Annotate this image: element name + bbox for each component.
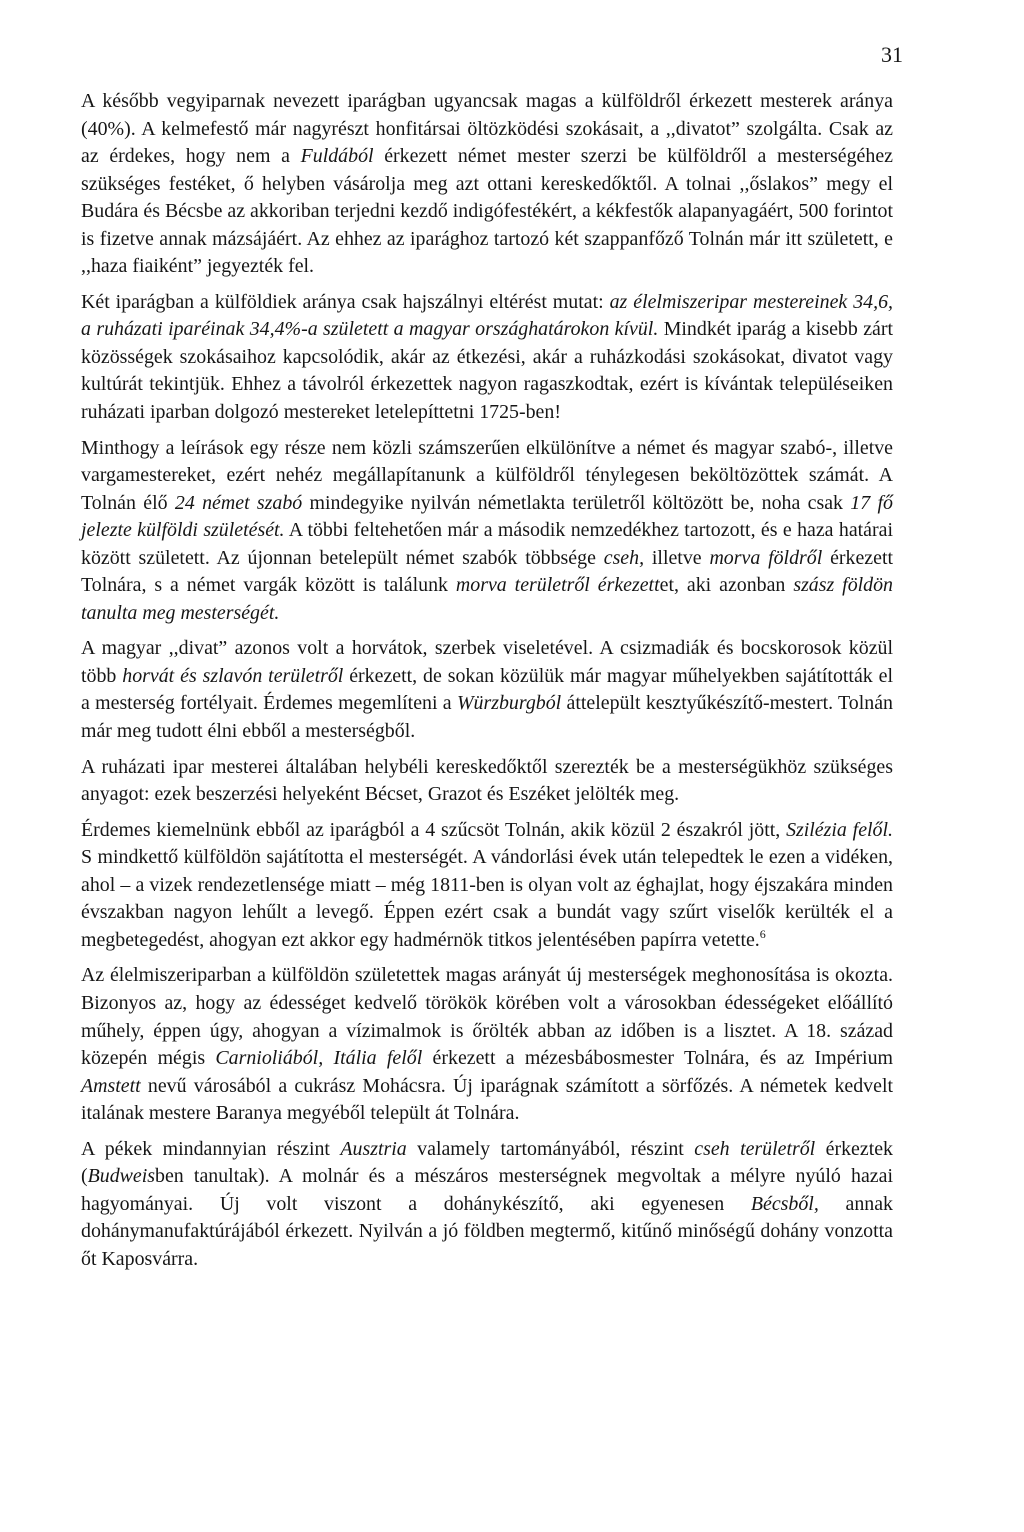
italic-emphasis: morva területről érkezett: [455, 574, 660, 597]
text-body: [81, 88, 893, 1281]
text-segment: ben tanultak). A molnár és a mészáros mesterségnek megvoltak a mélyre nyúló hazai hagyományai. Új volt viszont a dohánykészítő, aki egyenesen: [81, 1165, 893, 1215]
paragraph-p2: [81, 289, 893, 427]
text-segment: Az élelmiszeriparban a külföldön születettek magas arányát új mesterségek meghonosítása is okozta. Bizonyos az, hogy az édességet kedvelő törökök körében volt a városokban édességeket előállító műhely, éppen úgy, ahogyan a vízimalmok is őrölték abban az időben is a lisztet. A 18. század közepén mégis: [81, 964, 893, 1070]
text-segment: érkezett a mézesbábosmester Tolnára, és az Impérium: [422, 1047, 893, 1070]
text-segment: Minthogy a leírások egy része nem közli számszerűen elkülönítve a német és magyar szabó-, illetve vargamestereket, ezért nehéz megállapítanunk a külföldről ténylegesen beköltözöttek számát. A Tolnán élő: [81, 436, 893, 514]
text-segment: S mindkettő külföldön sajátította el mesterségét. A vándorlási évek után telepedtek le ezen a vidéken, ahol – a vizek rendezetlensége miatt – még 1811-ben is olyan volt az éghajlat, hogy éjszakára minden évszakban nagyon lehűlt a levegő. Éppen ezért csak a bundát vagy szűrt viselők kerülték el a megbetegedést, ahogyan ezt akkor egy hadmérnök titkos jelentésében papírra vetette.: [81, 846, 893, 951]
italic-emphasis: az élelmiszeripar mestereinek 34,6, a ruházati iparéinak 34,4%-a született a magyar országhatárokon kívül.: [81, 290, 893, 341]
text-segment: annak dohánymanufaktúrájából érkezett. Nyilván a jó földben megtermő, kitűnő minőségű dohány vonzotta őt Kaposvárra.: [81, 1192, 893, 1270]
italic-emphasis: Ausztria: [340, 1137, 407, 1160]
text-segment: A ruházati ipar mesterei általában helybéli kereskedőktől szerezték be a mesterségükhöz szükséges anyagot: ezek beszerzési helyeként Bécset, Grazot és Eszéket jelölték meg.: [81, 755, 893, 806]
italic-emphasis: szász földön tanulta meg mesterségét.: [81, 574, 894, 624]
text-segment: érkezett, de sokan közülük már magyar műhelyekben sajátították el a mesterség fortélyait. Érdemes megemlíteni a: [81, 664, 893, 715]
text-segment: érkezett német mester szerzi be külföldről a mesterségéhez szükséges festéket, ő helyben vásárolja meg azt ottani kereskedőktől. A tolnai ,,őslakos” megy el Budára és Bécsbe az akkoriban terjedni kezdő indigófestékért, a kékfestők alapanyagáért, 500 forintot is fizetve annak mázsájáért. Az ehhez az iparághoz tartozó két szappanfőző Tolnán már itt született, e ,,haza fiaiként” jegyezték fel.: [81, 145, 893, 278]
italic-emphasis: cseh,: [603, 546, 645, 569]
italic-emphasis: 17 fő jelezte külföldi születését.: [81, 491, 893, 542]
text-segment: Két iparágban a külföldiek aránya csak hajszálnyi eltérést mutat:: [81, 290, 610, 313]
text-segment: Érdemes kiemelnünk ebből az iparágból a 4 szűcsöt Tolnán, akik közül 2 északról jött,: [81, 818, 787, 841]
italic-emphasis: Würzburgból: [456, 692, 562, 715]
text-segment: Mindkét iparág a kisebb zárt közösségek szokásaihoz kapcsolódik, akár az étkezési, akár a ruházkodási szokásokat, divatot vagy kultúrát tekintjük. Ehhez a távolról érkezettek nagyon ragaszkodtak, ezért is kívántak településeiken ruházati iparban dolgozó mestereket letelepíttetni 1725-ben!: [81, 318, 894, 424]
italic-emphasis: 24 német szabó: [174, 491, 303, 514]
italic-emphasis: Budweis: [87, 1165, 156, 1188]
text-segment: nevű városából a cukrász Mohácsra. Új iparágnak számított a sörfőzés. A németek kedvelt italának mestere Baranya megyéből települt át Tolnára.: [81, 1074, 893, 1125]
page-number: 31: [881, 42, 903, 67]
paragraph-p3: [81, 435, 893, 628]
text-segment: érkeztek (: [81, 1137, 893, 1188]
paragraph-p4: [81, 635, 893, 745]
italic-emphasis: Fuldából: [300, 145, 374, 168]
text-segment: A pékek mindannyian részint: [81, 1137, 341, 1160]
text-segment: et, aki azonban: [659, 574, 794, 597]
text-segment: A magyar ,,divat” azonos volt a horvátok, szerbek viseletével. A csizmadiák és bocskorosok közül több: [81, 637, 893, 687]
italic-emphasis: cseh területről: [694, 1137, 816, 1160]
text-segment: áttelepült kesztyűkészítő-mestert. Tolnán már meg tudott élni ebből a mesterségből.: [81, 692, 893, 743]
text-segment: A később vegyiparnak nevezett iparágban ugyancsak magas a külföldről érkezett mesterek aránya (40%). A kelmefestő már nagyrészt honfitársai öltözködési szokásait, a ,,divatot” szolgálta. Csak az az érdekes, hogy nem a: [81, 90, 893, 168]
text-segment: valamely tartományából, részint: [406, 1137, 695, 1160]
italic-emphasis: Szilézia felől.: [786, 818, 893, 841]
italic-emphasis: Carnioliából, Itália felől: [215, 1047, 423, 1070]
text-segment: mindegyike nyilván németlakta területről költözött be, noha csak: [302, 491, 851, 514]
italic-emphasis: morva földről: [709, 546, 823, 569]
text-segment: illetve: [644, 546, 710, 569]
italic-emphasis: horvát és szlavón területről: [122, 664, 344, 687]
text-segment: érkezett Tolnára, s a német vargák között is találunk: [81, 546, 894, 597]
italic-emphasis: Amstett: [81, 1074, 141, 1097]
paragraph-p8: [81, 1136, 893, 1274]
paragraph-p5: [81, 754, 893, 809]
text-segment: A többi feltehetően már a második nemzedékhez tartozott, és e haza határai között született. Az újonnan betelepült német szabók többsége: [81, 519, 893, 569]
paragraph-p1: [81, 88, 893, 281]
paragraph-p6: [81, 817, 893, 955]
italic-emphasis: Bécsből,: [750, 1192, 819, 1215]
footnote-marker: 6: [759, 926, 766, 941]
paragraph-p7: [81, 962, 893, 1127]
